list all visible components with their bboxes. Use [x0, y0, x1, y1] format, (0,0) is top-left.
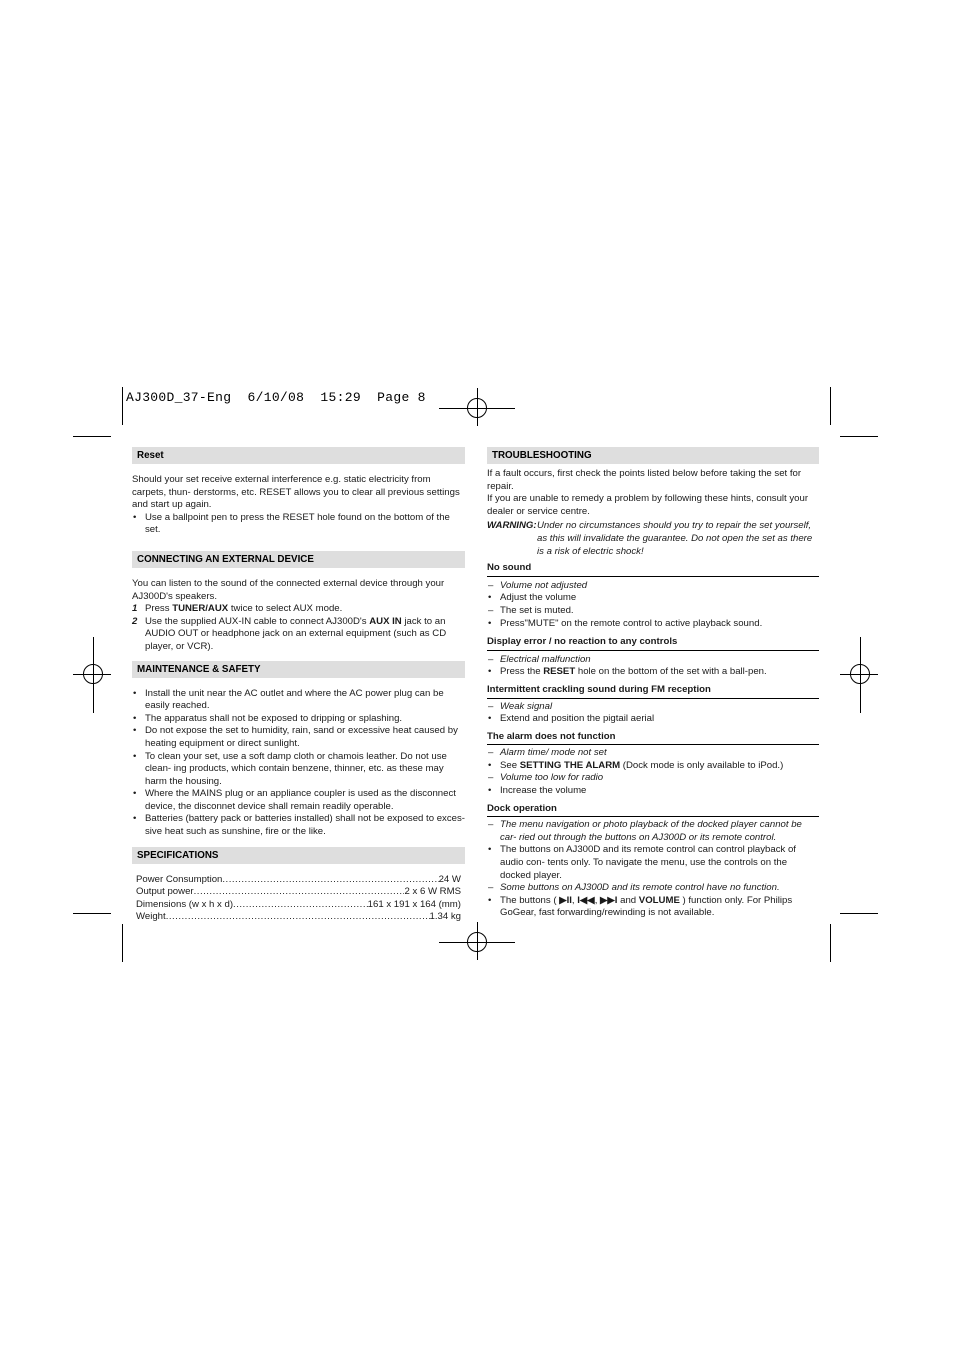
crop-mark-top-left-h [73, 436, 111, 437]
crop-mark-top-right-h [840, 436, 878, 437]
dock-cause: – The menu navigation or photo playback of the docked player cannot be car- ried out through the buttons on AJ300D or its remote control. [488, 819, 802, 843]
warning-label: WARNING: [487, 520, 537, 532]
no-sound-remedy: • Press"MUTE" on the remote control to active playback sound. [488, 617, 763, 629]
left-column [132, 447, 465, 924]
no-sound-cause: – The set is muted. [488, 604, 574, 616]
crackling-cause: – Weak signal [488, 700, 553, 712]
connecting-external-device-heading: CONNECTING AN EXTERNAL DEVICE [132, 551, 465, 568]
dock-cause: – Some buttons on AJ300D and its remote control have no function. [488, 882, 780, 894]
maintenance-safety-heading: MAINTENANCE & SAFETY [132, 661, 465, 678]
spec-row-power-consumption: Power Consumption ..... 24 W [132, 874, 465, 887]
alarm-remedy: • See SETTING THE ALARM (Dock mode is only available to iPod.) [488, 759, 784, 771]
warning-text: Under no circumstances should you try to repair the set yourself, as this will invalidate the guarantee. Do not open the set as there is a risk of electric shock! [537, 520, 813, 557]
warning-block [487, 520, 819, 558]
alarm-heading: The alarm does not function [487, 731, 819, 746]
maintenance-bullet: • Install the unit near the AC outlet and where the AC power plug can be easily reached. [133, 687, 444, 712]
crop-mark-bottom-right-h [840, 913, 878, 914]
spec-row-output-power: Output power ..... 2 x 6 W RMS [132, 886, 465, 899]
alarm-cause: – Alarm time/ mode not set [488, 747, 607, 759]
external-step-2: 2 Use the supplied AUX-IN cable to connect AJ300D's AUX IN jack to an AUDIO OUT or headphone jack on an external equipment (such as CD player, or VCR). [132, 615, 447, 652]
crop-mark-bottom-left-v [122, 924, 123, 962]
next-symbol: ▶▶I [600, 894, 618, 906]
maintenance-bullet: • Do not expose the set to humidity, rain, sand or excessive heat caused by heating equipment or direct sunlight. [133, 725, 458, 749]
specifications-heading: SPECIFICATIONS [132, 847, 465, 864]
dock-remedy: • The buttons on AJ300D and its remote control can control playback of audio con- tents only. To navigate the menu, use the controls on the docked player. [488, 844, 796, 881]
troubleshooting-intro-2: If you are unable to remedy a problem by following these hints, consult your dealer or service centre. [487, 493, 809, 517]
dock-operation-heading: Dock operation [487, 803, 819, 818]
reset-paragraph: Should your set receive external interference e.g. static electricity from carpets, thun- derstorms, etc. RESET allows you to clear all previous settings and start up again. [132, 474, 460, 511]
maintenance-bullet: • To clean your set, use a soft damp cloth or chamois leather. Do not use clean- ing products, which contain benzene, thinner, etc. as these may harm the housing. [133, 750, 447, 787]
troubleshooting-intro-1: If a fault occurs, first check the points listed below before taking the set for repair. [487, 468, 802, 492]
print-slug-header: AJ300D_37-Eng 6/10/08 15:29 Page 8 [126, 390, 426, 405]
previous-symbol: I◀◀ [577, 894, 595, 906]
display-error-remedy: • Press the RESET hole on the bottom of the set with a ball-pen. [488, 666, 767, 678]
spec-row-weight: Weight ..... 1.34 kg [132, 911, 465, 924]
maintenance-bullet: • Batteries (battery pack or batteries installed) shall not be exposed to exces- sive heat such as sunshine, fire or the like. [133, 813, 465, 838]
alarm-cause: – Volume too low for radio [488, 772, 604, 784]
display-error-heading: Display error / no reaction to any controls [487, 636, 819, 651]
dock-remedy: • The buttons ( ▶II, I◀◀, ▶▶I and VOLUME ) function only. For Philips GoGear, fast forwarding/rewinding is not available. [488, 894, 793, 919]
external-paragraph: You can listen to the sound of the connected external device through your AJ300D's speakers. [132, 577, 445, 602]
no-sound-cause: – Volume not adjusted [488, 579, 588, 591]
external-step-1: 1 Press TUNER/AUX twice to select AUX mode. [132, 603, 343, 615]
no-sound-heading: No sound [487, 562, 819, 577]
crop-mark-bottom-right-v [830, 924, 831, 962]
no-sound-remedy: • Adjust the volume [488, 592, 577, 604]
maintenance-bullet: • The apparatus shall not be exposed to dripping or splashing. [133, 712, 403, 724]
alarm-remedy: • Increase the volume [488, 785, 587, 797]
maintenance-bullet: • Where the MAINS plug or an appliance coupler is used as the disconnect device, the disconnet device shall remain readily operable. [133, 788, 456, 812]
crop-mark-top-left-v [122, 387, 123, 425]
crackling-heading: Intermittent crackling sound during FM reception [487, 684, 819, 699]
spec-row-dimensions: Dimensions (w x h x d) ..... 161 x 191 x 164 (mm) [132, 899, 465, 912]
display-error-cause: – Electrical malfunction [488, 653, 591, 665]
reset-bullet: • Use a ballpoint pen to press the RESET hole found on the bottom of the set. [133, 511, 450, 536]
crop-mark-bottom-left-h [73, 913, 111, 914]
crackling-remedy: • Extend and position the pigtail aerial [488, 713, 655, 725]
troubleshooting-heading: TROUBLESHOOTING [487, 447, 819, 464]
right-column [487, 447, 819, 920]
play-pause-symbol: ▶II [559, 894, 572, 906]
crop-mark-top-right-v [830, 387, 831, 425]
reset-heading: Reset [132, 447, 465, 464]
